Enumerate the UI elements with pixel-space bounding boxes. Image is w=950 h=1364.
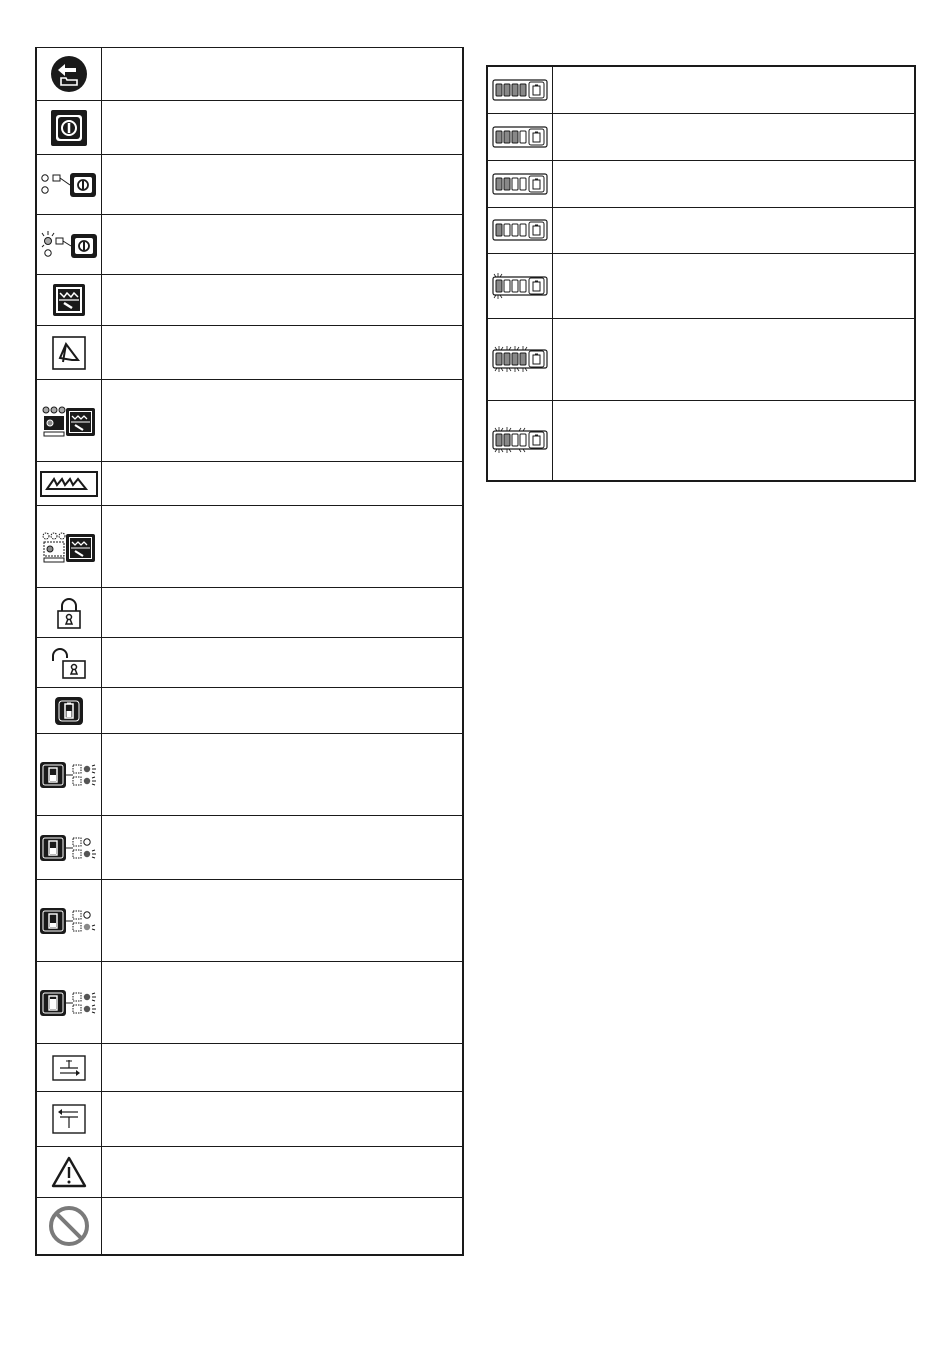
battery-level-2-blinking-icon bbox=[491, 425, 549, 455]
description-cell bbox=[102, 688, 464, 734]
height-adjust-down-icon bbox=[52, 1055, 86, 1081]
description-cell bbox=[102, 275, 464, 326]
right-battery-table bbox=[486, 65, 916, 482]
icon-cell bbox=[36, 48, 102, 101]
battery-level-4-icon bbox=[492, 79, 548, 101]
description-cell bbox=[102, 880, 464, 962]
icon-cell bbox=[36, 1198, 102, 1255]
power-led-blinking-icon bbox=[39, 227, 99, 263]
description-cell bbox=[102, 1147, 464, 1198]
prohibited-icon bbox=[47, 1204, 91, 1248]
left-symbol-table bbox=[35, 47, 464, 1256]
battery-level-3-icon bbox=[492, 126, 548, 148]
table-row bbox=[487, 400, 915, 481]
tool-mode-led-blinking-icon bbox=[41, 530, 97, 564]
icon-cell bbox=[36, 688, 102, 734]
table-row bbox=[36, 326, 463, 380]
table-row bbox=[36, 1092, 463, 1147]
table-row bbox=[36, 880, 463, 962]
table-row bbox=[36, 155, 463, 215]
icon-cell bbox=[36, 638, 102, 688]
description-cell bbox=[102, 101, 464, 155]
icon-cell bbox=[487, 160, 553, 207]
blade-tool-mode-icon bbox=[52, 283, 86, 317]
icon-cell bbox=[36, 326, 102, 380]
description-cell bbox=[102, 816, 464, 880]
back-arrow-icon bbox=[49, 54, 89, 94]
table-row bbox=[487, 253, 915, 318]
icon-cell bbox=[36, 962, 102, 1044]
icon-cell bbox=[36, 1044, 102, 1092]
icon-cell bbox=[36, 1147, 102, 1198]
icon-cell bbox=[487, 253, 553, 318]
description-cell bbox=[102, 506, 464, 588]
table-row bbox=[487, 66, 915, 113]
battery-level-1-blinking-icon bbox=[491, 271, 549, 301]
icon-cell bbox=[487, 318, 553, 400]
description-cell bbox=[553, 207, 916, 253]
power-led-off-icon bbox=[40, 170, 98, 200]
battery-leds-lower-blinking-icon bbox=[39, 833, 99, 863]
table-row bbox=[36, 1198, 463, 1255]
table-row bbox=[36, 380, 463, 462]
icon-cell bbox=[36, 275, 102, 326]
blade-icon bbox=[40, 471, 98, 497]
icon-cell bbox=[36, 215, 102, 275]
icon-cell bbox=[36, 155, 102, 215]
tool-mode-led-on-icon bbox=[41, 404, 97, 438]
description-cell bbox=[102, 1198, 464, 1255]
description-cell bbox=[553, 400, 916, 481]
icon-cell bbox=[36, 101, 102, 155]
description-cell bbox=[553, 66, 916, 113]
battery-level-1-icon bbox=[492, 219, 548, 241]
description-cell bbox=[553, 160, 916, 207]
description-cell bbox=[102, 734, 464, 816]
description-cell bbox=[102, 638, 464, 688]
description-cell bbox=[102, 215, 464, 275]
description-cell bbox=[102, 1044, 464, 1092]
icon-cell bbox=[487, 207, 553, 253]
battery-leds-both-on-icon bbox=[39, 988, 99, 1018]
description-cell bbox=[553, 253, 916, 318]
table-row bbox=[36, 688, 463, 734]
battery-leds-both-blinking-icon bbox=[39, 760, 99, 790]
warning-triangle-icon bbox=[51, 1156, 87, 1188]
table-row bbox=[36, 215, 463, 275]
table-row bbox=[36, 506, 463, 588]
icon-cell bbox=[36, 880, 102, 962]
table-row bbox=[36, 48, 463, 101]
description-cell bbox=[102, 48, 464, 101]
description-cell bbox=[102, 588, 464, 638]
battery-level-4-blinking-icon bbox=[491, 344, 549, 374]
lock-open-icon bbox=[51, 646, 87, 680]
table-row bbox=[36, 638, 463, 688]
table-row bbox=[36, 962, 463, 1044]
table-row bbox=[36, 734, 463, 816]
table-row bbox=[36, 1147, 463, 1198]
table-row bbox=[487, 318, 915, 400]
table-row bbox=[36, 462, 463, 506]
description-cell bbox=[102, 962, 464, 1044]
icon-cell bbox=[36, 816, 102, 880]
lock-closed-icon bbox=[55, 596, 83, 630]
description-cell bbox=[553, 113, 916, 160]
description-cell bbox=[102, 462, 464, 506]
table-row bbox=[487, 207, 915, 253]
trim-tool-icon bbox=[52, 336, 86, 370]
icon-cell bbox=[36, 734, 102, 816]
table-row bbox=[36, 1044, 463, 1092]
table-row bbox=[36, 275, 463, 326]
height-adjust-up-icon bbox=[52, 1104, 86, 1134]
table-row bbox=[36, 588, 463, 638]
description-cell bbox=[553, 318, 916, 400]
description-cell bbox=[102, 326, 464, 380]
power-button-icon bbox=[50, 109, 88, 147]
icon-cell bbox=[36, 506, 102, 588]
table-row bbox=[487, 113, 915, 160]
icon-cell bbox=[36, 462, 102, 506]
battery-button-icon bbox=[54, 696, 84, 726]
table-row bbox=[36, 816, 463, 880]
icon-cell bbox=[36, 380, 102, 462]
icon-cell bbox=[487, 66, 553, 113]
icon-cell bbox=[487, 113, 553, 160]
battery-leds-lower-slow-icon bbox=[39, 906, 99, 936]
icon-cell bbox=[36, 1092, 102, 1147]
table-row bbox=[487, 160, 915, 207]
battery-level-2-icon bbox=[492, 173, 548, 195]
description-cell bbox=[102, 155, 464, 215]
description-cell bbox=[102, 380, 464, 462]
icon-cell bbox=[36, 588, 102, 638]
description-cell bbox=[102, 1092, 464, 1147]
table-row bbox=[36, 101, 463, 155]
icon-cell bbox=[487, 400, 553, 481]
